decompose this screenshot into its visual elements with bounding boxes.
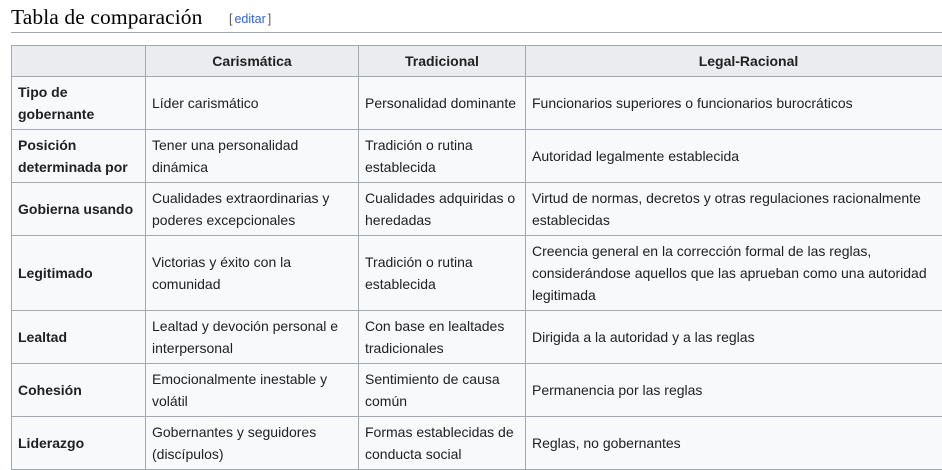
- table-cell: Lealtad y devoción personal e interpersonal: [146, 311, 359, 364]
- table-row: [12, 183, 942, 236]
- table-cell: Cualidades extraordinarias y poderes excepcionales: [146, 183, 359, 236]
- table-cell: Tener una personalidad dinámica: [146, 130, 359, 183]
- edit-link[interactable]: editar: [234, 12, 265, 26]
- row-label: Legitimado: [12, 236, 146, 311]
- row-label: Posición determinada por: [12, 130, 146, 183]
- table-cell: Líder carismático: [146, 77, 359, 130]
- table-row: [12, 77, 942, 130]
- table-cell: Tradición o rutina establecida: [359, 236, 526, 311]
- table-row: [12, 311, 942, 364]
- table-cell: Permanencia por las reglas: [526, 364, 942, 417]
- row-label: Tipo de gobernante: [12, 77, 146, 130]
- table-cell: Formas establecidas de conducta social: [359, 417, 526, 470]
- row-label: Lealtad: [12, 311, 146, 364]
- table-cell: Cualidades adquiridas o heredadas: [359, 183, 526, 236]
- row-label: Liderazgo: [12, 417, 146, 470]
- section-heading: [11, 2, 942, 33]
- section-title: Tabla de comparación: [11, 5, 203, 30]
- row-label: Cohesión: [12, 364, 146, 417]
- row-label: Gobierna usando: [12, 183, 146, 236]
- table-cell: Victorias y éxito con la comunidad: [146, 236, 359, 311]
- header-legal-racional: Legal-Racional: [526, 46, 942, 77]
- table-row: [12, 130, 942, 183]
- table-cell: Dirigida a la autoridad y a las reglas: [526, 311, 942, 364]
- table-cell: Reglas, no gobernantes: [526, 417, 942, 470]
- table-cell: Con base en lealtades tradicionales: [359, 311, 526, 364]
- edit-open-bracket: [: [229, 12, 232, 26]
- table-cell: Emocionalmente inestable y volátil: [146, 364, 359, 417]
- table-cell: Tradición o rutina establecida: [359, 130, 526, 183]
- header-carismatica: Carismática: [146, 46, 359, 77]
- table-cell: Sentimiento de causa común: [359, 364, 526, 417]
- header-tradicional: Tradicional: [359, 46, 526, 77]
- table-row: [12, 364, 942, 417]
- table-cell: Personalidad dominante: [359, 77, 526, 130]
- edit-section: [229, 12, 271, 26]
- table-cell: Autoridad legalmente establecida: [526, 130, 942, 183]
- header-empty: [12, 46, 146, 77]
- comparison-table: [11, 45, 942, 470]
- table-cell: Virtud de normas, decretos y otras regulaciones racionalmente establecidas: [526, 183, 942, 236]
- header-row: [12, 46, 942, 77]
- table-row: [12, 236, 942, 311]
- edit-close-bracket: ]: [268, 12, 271, 26]
- table-cell: Creencia general en la corrección formal de las reglas, considerándose aquellos que las aprueban como una autoridad legitimada: [526, 236, 942, 311]
- table-cell: Gobernantes y seguidores (discípulos): [146, 417, 359, 470]
- table-cell: Funcionarios superiores o funcionarios burocráticos: [526, 77, 942, 130]
